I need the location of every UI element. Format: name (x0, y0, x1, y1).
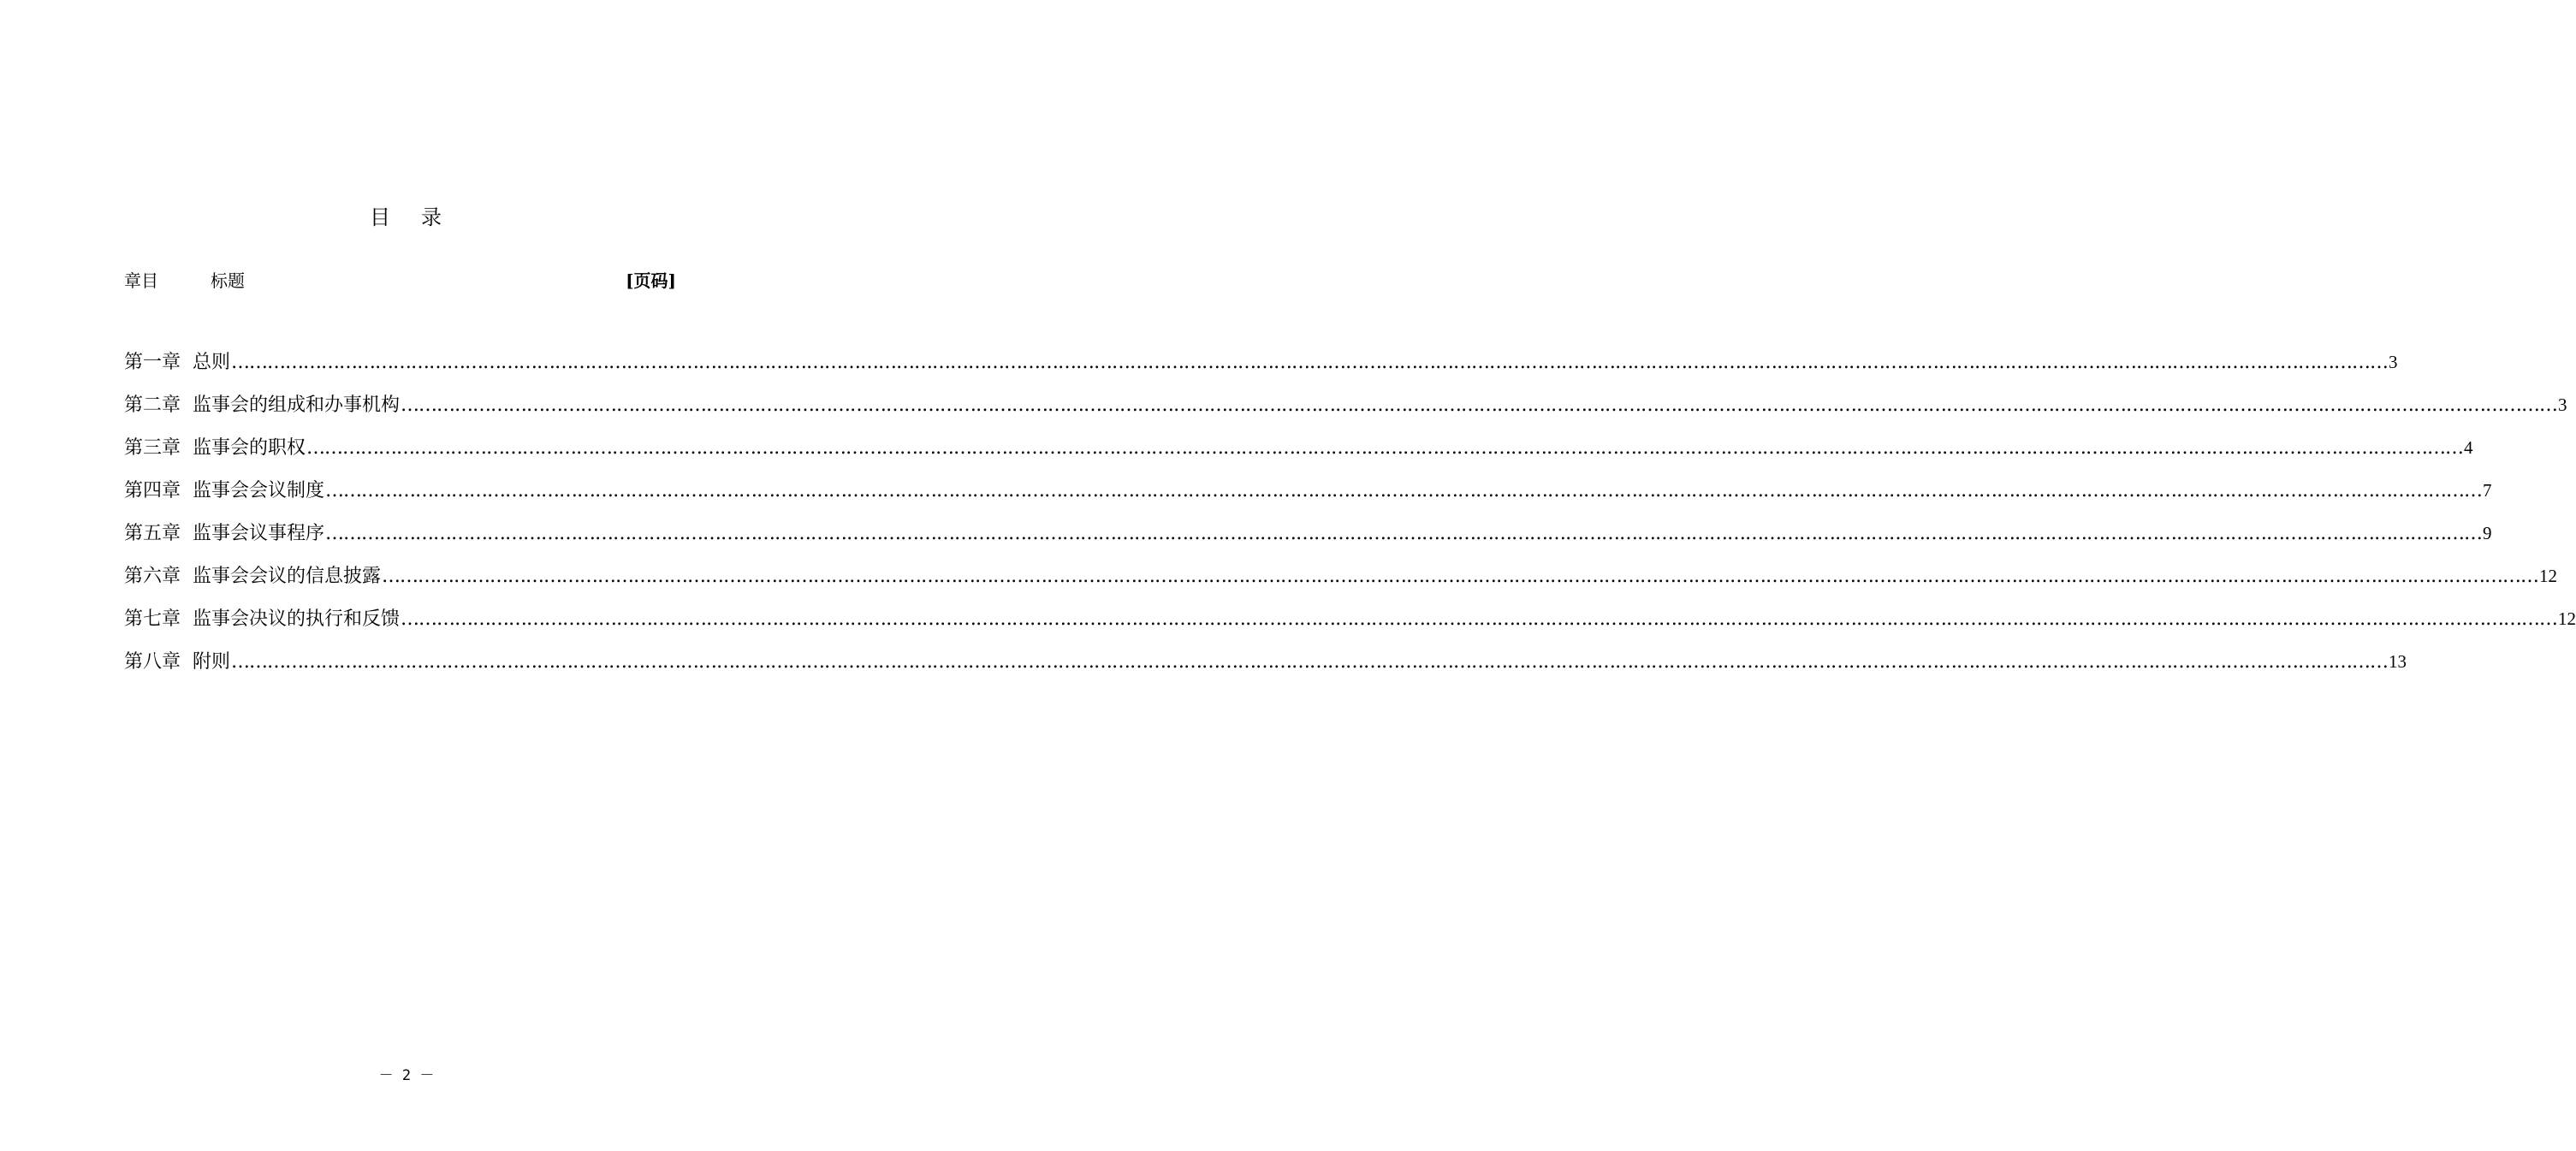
toc-leader-dots: ……………………………………………………………………………………………………………………………………………………………………………………………………………………………………………………………………………………………………………………………… (306, 437, 2464, 459)
toc-entry-title: 监事会的组成和办事机构 (193, 395, 401, 416)
toc-entry-page: 3 (2558, 395, 2567, 415)
toc-entry-page: 12 (2539, 566, 2558, 586)
toc-leader-dots: ……………………………………………………………………………………………………………………………………………………………………………………………………………………………………………………………………………………………………………………………… (401, 395, 2558, 416)
toc-leader-dots: ……………………………………………………………………………………………………………………………………………………………………………………………………………………………………………………………………………………………………………………………… (325, 480, 2483, 501)
page-title-char-2: 录 (421, 205, 443, 229)
toc-entry[interactable] (124, 519, 2492, 561)
toc-entry-title: 监事会会议的信息披露 (193, 566, 382, 587)
toc-leader-dots: ……………………………………………………………………………………………………………………………………………………………………………………………………………………………………………………………………………………………………………………………… (231, 651, 2389, 673)
toc-entry-chapter: 第八章 (124, 651, 181, 673)
toc-entry-title: 总则 (193, 352, 231, 373)
toc-entry[interactable] (124, 604, 2576, 647)
toc-entry-page: 12 (2558, 608, 2576, 629)
toc-entry[interactable] (124, 390, 2567, 433)
page-title (0, 200, 813, 230)
toc-leader-dots: ……………………………………………………………………………………………………………………………………………………………………………………………………………………………………………………………………………………………………………………………… (382, 566, 2539, 587)
toc-leader-dots: ……………………………………………………………………………………………………………………………………………………………………………………………………………………………………………………………………………………………………………………………… (231, 352, 2389, 373)
page-number-footer: － 2 － (378, 1067, 435, 1084)
toc-entry-page: 7 (2483, 480, 2492, 501)
toc-entry[interactable] (124, 347, 2398, 390)
toc-entry-chapter: 第七章 (124, 608, 181, 630)
toc-entry[interactable] (124, 561, 2558, 604)
toc-entry-title: 监事会议事程序 (193, 523, 325, 544)
toc-entry-page: 13 (2389, 651, 2407, 672)
toc-entry-chapter: 第二章 (124, 395, 181, 416)
toc-entry-chapter: 第四章 (124, 480, 181, 501)
toc-leader-dots: ……………………………………………………………………………………………………………………………………………………………………………………………………………………………………………………………………………………………………………………………… (325, 523, 2483, 544)
toc-entry-title: 监事会的职权 (193, 437, 306, 459)
toc-entry-title: 监事会会议制度 (193, 480, 325, 501)
toc-entry-chapter: 第三章 (124, 437, 181, 459)
toc-entry[interactable] (124, 476, 2492, 519)
toc-entry-page: 3 (2389, 352, 2398, 372)
toc-entry-page: 4 (2464, 437, 2473, 458)
toc-entry[interactable] (124, 433, 2473, 476)
toc-entry-chapter: 第一章 (124, 352, 181, 373)
toc-entry-chapter: 第六章 (124, 566, 181, 587)
toc-header (124, 267, 676, 291)
toc-entry-page: 9 (2483, 523, 2492, 543)
page-title-char-1: 目 (370, 205, 392, 229)
table-of-contents (124, 347, 2576, 690)
toc-entry[interactable] (124, 647, 2407, 690)
toc-header-page: [页码] (626, 270, 676, 291)
toc-header-chapter: 章目 (124, 270, 158, 291)
toc-entry-title: 监事会决议的执行和反馈 (193, 608, 401, 630)
toc-entry-title: 附则 (193, 651, 231, 673)
toc-header-title: 标题 (211, 270, 245, 291)
toc-entry-chapter: 第五章 (124, 523, 181, 544)
toc-leader-dots: ……………………………………………………………………………………………………………………………………………………………………………………………………………………………………………………………………………………………………………………………… (401, 608, 2558, 630)
